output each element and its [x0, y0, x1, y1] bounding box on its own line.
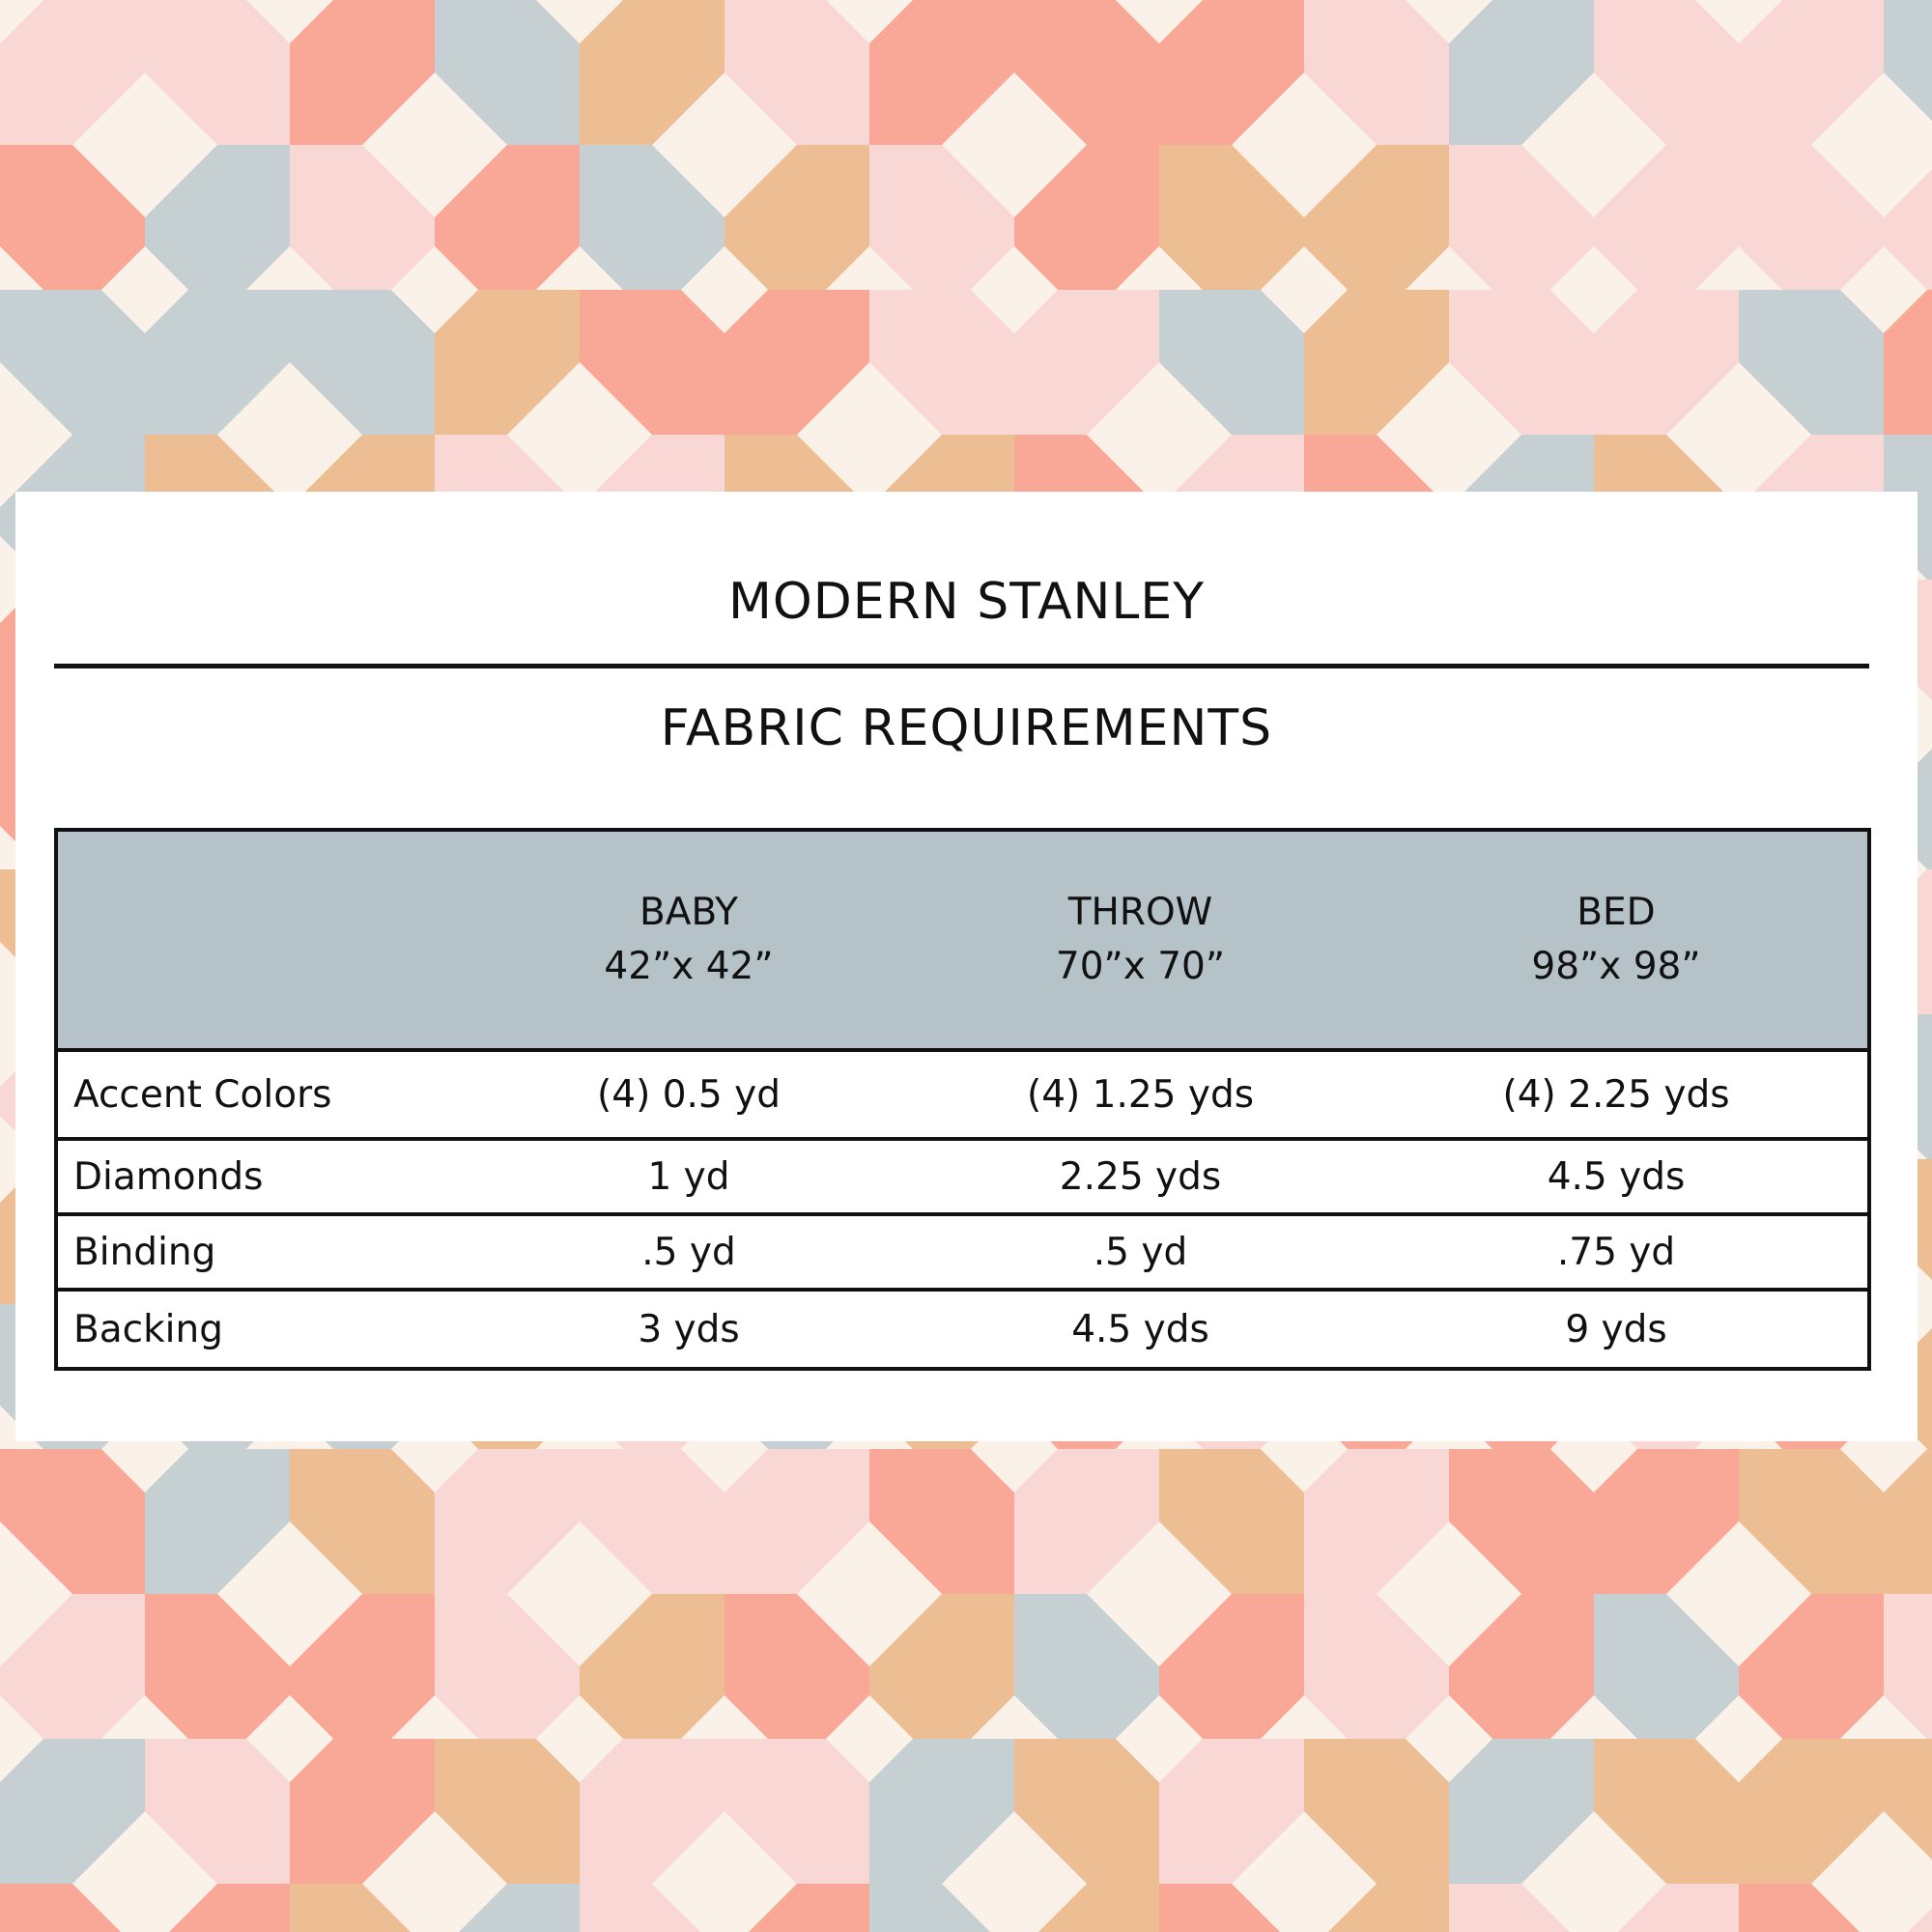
header-throw	[916, 830, 1365, 1050]
page-title: MODERN STANLEY	[727, 573, 1206, 631]
fabric-requirements-table	[54, 828, 1871, 1371]
header-empty-cell	[56, 830, 462, 1050]
section-subtitle: FABRIC REQUIREMENTS	[660, 699, 1273, 757]
table-header-row	[56, 830, 1869, 1050]
cell-value: (4) 0.5 yd	[462, 1050, 916, 1139]
table-row	[56, 1050, 1869, 1139]
row-label: Accent Colors	[56, 1050, 462, 1139]
cell-value: (4) 1.25 yds	[916, 1050, 1365, 1139]
cell-value: 4.5 yds	[916, 1290, 1365, 1369]
cell-value: .75 yd	[1365, 1214, 1869, 1290]
cell-value: .5 yd	[916, 1214, 1365, 1290]
fabric-requirements-card	[15, 492, 1918, 1441]
row-label: Diamonds	[56, 1139, 462, 1214]
cell-value: 9 yds	[1365, 1290, 1869, 1369]
header-baby	[462, 830, 916, 1050]
header-size-dimensions: 70”x 70”	[1055, 945, 1226, 988]
header-size-name: THROW	[1067, 891, 1213, 934]
header-size-dimensions: 98”x 98”	[1531, 945, 1701, 988]
row-label: Backing	[56, 1290, 462, 1369]
table-row	[56, 1214, 1869, 1290]
cell-value: 4.5 yds	[1365, 1139, 1869, 1214]
title-divider	[54, 664, 1869, 668]
header-size-name: BED	[1577, 891, 1656, 934]
cell-value: .5 yd	[462, 1214, 916, 1290]
header-size-dimensions: 42”x 42”	[604, 945, 774, 988]
cell-value: 2.25 yds	[916, 1139, 1365, 1214]
cell-value: (4) 2.25 yds	[1365, 1050, 1869, 1139]
row-label: Binding	[56, 1214, 462, 1290]
cell-value: 1 yd	[462, 1139, 916, 1214]
header-bed	[1365, 830, 1869, 1050]
cell-value: 3 yds	[462, 1290, 916, 1369]
table-row	[56, 1139, 1869, 1214]
header-size-name: BABY	[639, 891, 738, 934]
table-row	[56, 1290, 1869, 1369]
